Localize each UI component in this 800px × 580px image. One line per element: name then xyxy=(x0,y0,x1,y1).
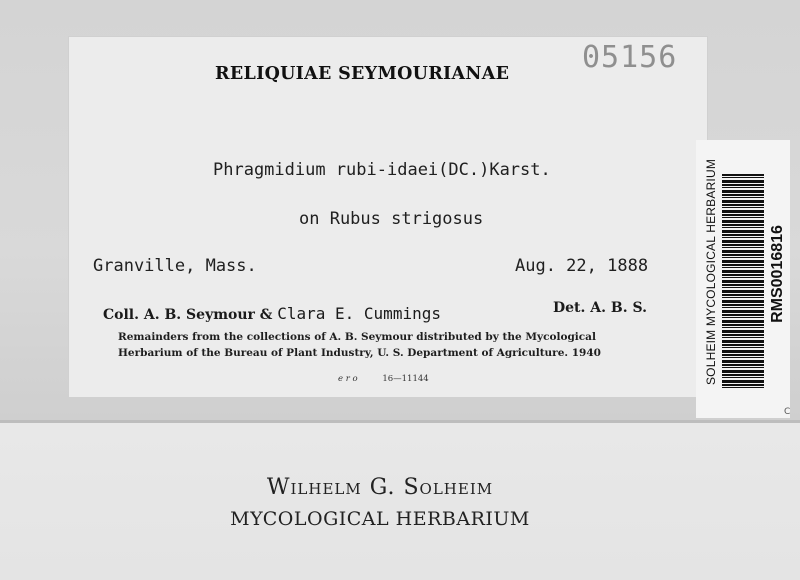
collectors xyxy=(103,304,441,323)
barcode-id xyxy=(766,140,790,418)
collectors-second: Clara E. Cummings xyxy=(277,304,441,323)
herbarium-subtitle: MYCOLOGICAL HERBARIUM xyxy=(230,508,530,530)
print-code: 16—11144 xyxy=(382,374,429,384)
print-marks: e r o xyxy=(338,374,358,384)
print-code-line xyxy=(338,374,429,384)
determiner: Det. A. B. S. xyxy=(553,300,647,316)
collectors-prefix: Coll. A. B. Seymour & xyxy=(103,307,273,323)
barcode-id-text: RMS0016816 xyxy=(769,225,786,323)
barcode-icon xyxy=(722,174,764,390)
barcode-label xyxy=(696,140,790,418)
corner-mark: C xyxy=(784,407,791,417)
locality: Granville, Mass. xyxy=(93,256,257,276)
host-plant: on Rubus strigosus xyxy=(299,209,484,229)
taxon-name: Phragmidium rubi-idaei(DC.)Karst. xyxy=(213,160,551,180)
collection-title: RELIQUIAE SEYMOURIANAE xyxy=(215,64,510,84)
distribution-note: Remainders from the collections of A. B. Seymour distributed by the Mycological Herbarium of the Bureau of Plant Industry, U. S. Department of Agriculture. 1940 xyxy=(118,331,601,359)
herbarium-footer-background xyxy=(0,423,800,580)
barcode-caption-text: SOLHEIM MYCOLOGICAL HERBARIUM xyxy=(704,158,718,386)
specimen-number: 05156 xyxy=(582,40,678,75)
herbarium-name: Wilhelm G. Solheim xyxy=(266,475,494,500)
collection-date: Aug. 22, 1888 xyxy=(515,256,649,276)
